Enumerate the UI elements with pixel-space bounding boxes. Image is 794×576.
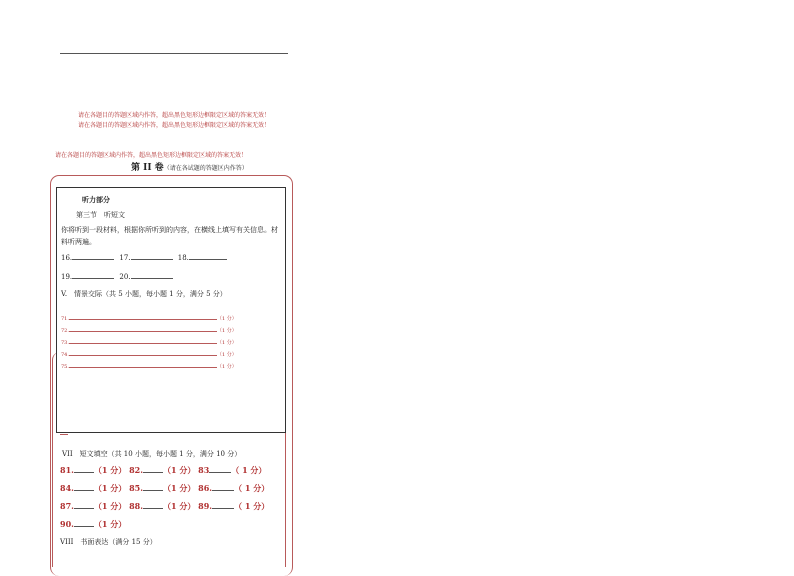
q17-number: 17. — [119, 254, 131, 262]
cloze-89-score: （ 1 分） — [234, 501, 270, 511]
writing-heading: VIII 书面表达（满分 15 分） — [60, 538, 157, 546]
listening-row-1 — [61, 253, 227, 262]
item-72-line[interactable] — [69, 326, 217, 332]
q19-number: 19. — [61, 273, 73, 281]
cloze-90-number: 90. — [60, 519, 74, 529]
q19-blank[interactable] — [72, 272, 114, 279]
cloze-82-score: （1 分） — [163, 465, 196, 475]
item-72-number: 72. — [61, 328, 69, 334]
cloze-86-blank[interactable] — [212, 484, 234, 491]
cloze-87-score: （1 分） — [93, 501, 127, 511]
cloze-88-score: （1 分） — [163, 501, 196, 511]
item-73-number: 73. — [61, 340, 69, 346]
item-72-score: （1 分） — [216, 328, 237, 334]
cloze-81-blank[interactable] — [74, 466, 94, 473]
item-73-line[interactable] — [69, 338, 217, 344]
situational-item-75 — [61, 362, 237, 370]
item-74-line[interactable] — [69, 350, 217, 356]
q16-blank[interactable] — [72, 253, 114, 260]
cloze-82-blank[interactable] — [143, 466, 163, 473]
cloze-84-blank[interactable] — [74, 484, 94, 491]
cloze-85-score: （1 分） — [163, 483, 196, 493]
item-71-score: （1 分） — [216, 316, 237, 322]
cloze-heading: VII 短文填空（共 10 小题，每小题 1 分，满分 10 分） — [62, 450, 242, 458]
cloze-87-blank[interactable] — [74, 502, 94, 509]
paper-title-subtitle: （请在各试题的答题区内作答） — [163, 165, 248, 172]
cloze-84-number: 84. — [60, 483, 74, 493]
cloze-row-3 — [60, 501, 269, 512]
cloze-83-number: 83 — [198, 465, 210, 475]
cloze-83-score: （ 1 分） — [231, 465, 267, 475]
item-71-number: 71. — [61, 316, 69, 322]
listening-instruction-line-2: 料听两遍。 — [61, 238, 96, 246]
cloze-89-number: 89. — [198, 501, 213, 511]
paper-title — [131, 160, 248, 173]
cloze-84-score: （1 分） — [93, 483, 127, 493]
cloze-86-number: 86. — [198, 483, 213, 493]
warning-text-2: 请在各题目的答题区域内作答，超出黑色矩形边框限定区域的答案无效！ — [78, 122, 271, 129]
cloze-row-2 — [60, 483, 269, 494]
cloze-88-blank[interactable] — [143, 502, 163, 509]
paper-title-main: 第 II 卷 — [131, 163, 164, 173]
item-73-score: （1 分） — [216, 340, 237, 346]
situational-item-73 — [61, 338, 237, 346]
cloze-83-blank[interactable] — [209, 466, 231, 473]
cloze-row-4 — [60, 519, 126, 530]
situational-item-72 — [61, 326, 237, 334]
cloze-85-blank[interactable] — [143, 484, 163, 491]
cloze-row-1 — [60, 465, 266, 476]
cloze-90-blank[interactable] — [74, 520, 94, 527]
cloze-86-score: （ 1 分） — [234, 483, 270, 493]
item-74-score: （1 分） — [216, 352, 237, 358]
q20-number: 20. — [119, 273, 131, 281]
cloze-89-blank[interactable] — [212, 502, 234, 509]
item-71-line[interactable] — [69, 314, 217, 320]
cloze-88-number: 88. — [129, 501, 143, 511]
cloze-87-number: 87. — [60, 501, 74, 511]
cloze-81-score: （1 分） — [93, 465, 127, 475]
situational-item-71 — [61, 314, 237, 322]
item-75-score: （1 分） — [216, 364, 237, 370]
cloze-90-score: （1 分） — [93, 519, 127, 529]
q18-number: 18. — [177, 254, 189, 262]
cloze-82-number: 82. — [129, 465, 143, 475]
warning-text-1: 请在各题目的答题区域内作答，超出黑色矩形边框限定区域的答案无效！ — [78, 112, 271, 119]
q20-blank[interactable] — [131, 272, 173, 279]
item-75-line[interactable] — [69, 362, 217, 368]
q17-blank[interactable] — [131, 253, 173, 260]
name-underline — [60, 53, 288, 54]
listening-section-title: 第三节 听短文 — [76, 211, 125, 219]
listening-answer-box — [56, 187, 286, 433]
q16-number: 16. — [61, 254, 73, 262]
listening-heading: 听力部分 — [82, 195, 110, 204]
situational-item-74 — [61, 350, 237, 358]
cloze-81-number: 81. — [60, 465, 74, 475]
cloze-85-number: 85. — [129, 483, 143, 493]
situational-heading: V. 情景交际（共 5 小题，每小题 1 分，满分 5 分） — [61, 290, 227, 298]
listening-row-2 — [61, 272, 173, 281]
listening-instruction-line-1: 你将听到一段材料，根据你所听到的内容，在横线上填写有关信息。材 — [61, 226, 278, 234]
item-74-number: 74. — [61, 352, 69, 358]
warning-text-3: 请在各题目的答题区域内作答，超出黑色矩形边框限定区域的答案无效！ — [55, 152, 248, 159]
q18-blank[interactable] — [189, 253, 227, 260]
item-75-number: 75. — [61, 364, 69, 370]
